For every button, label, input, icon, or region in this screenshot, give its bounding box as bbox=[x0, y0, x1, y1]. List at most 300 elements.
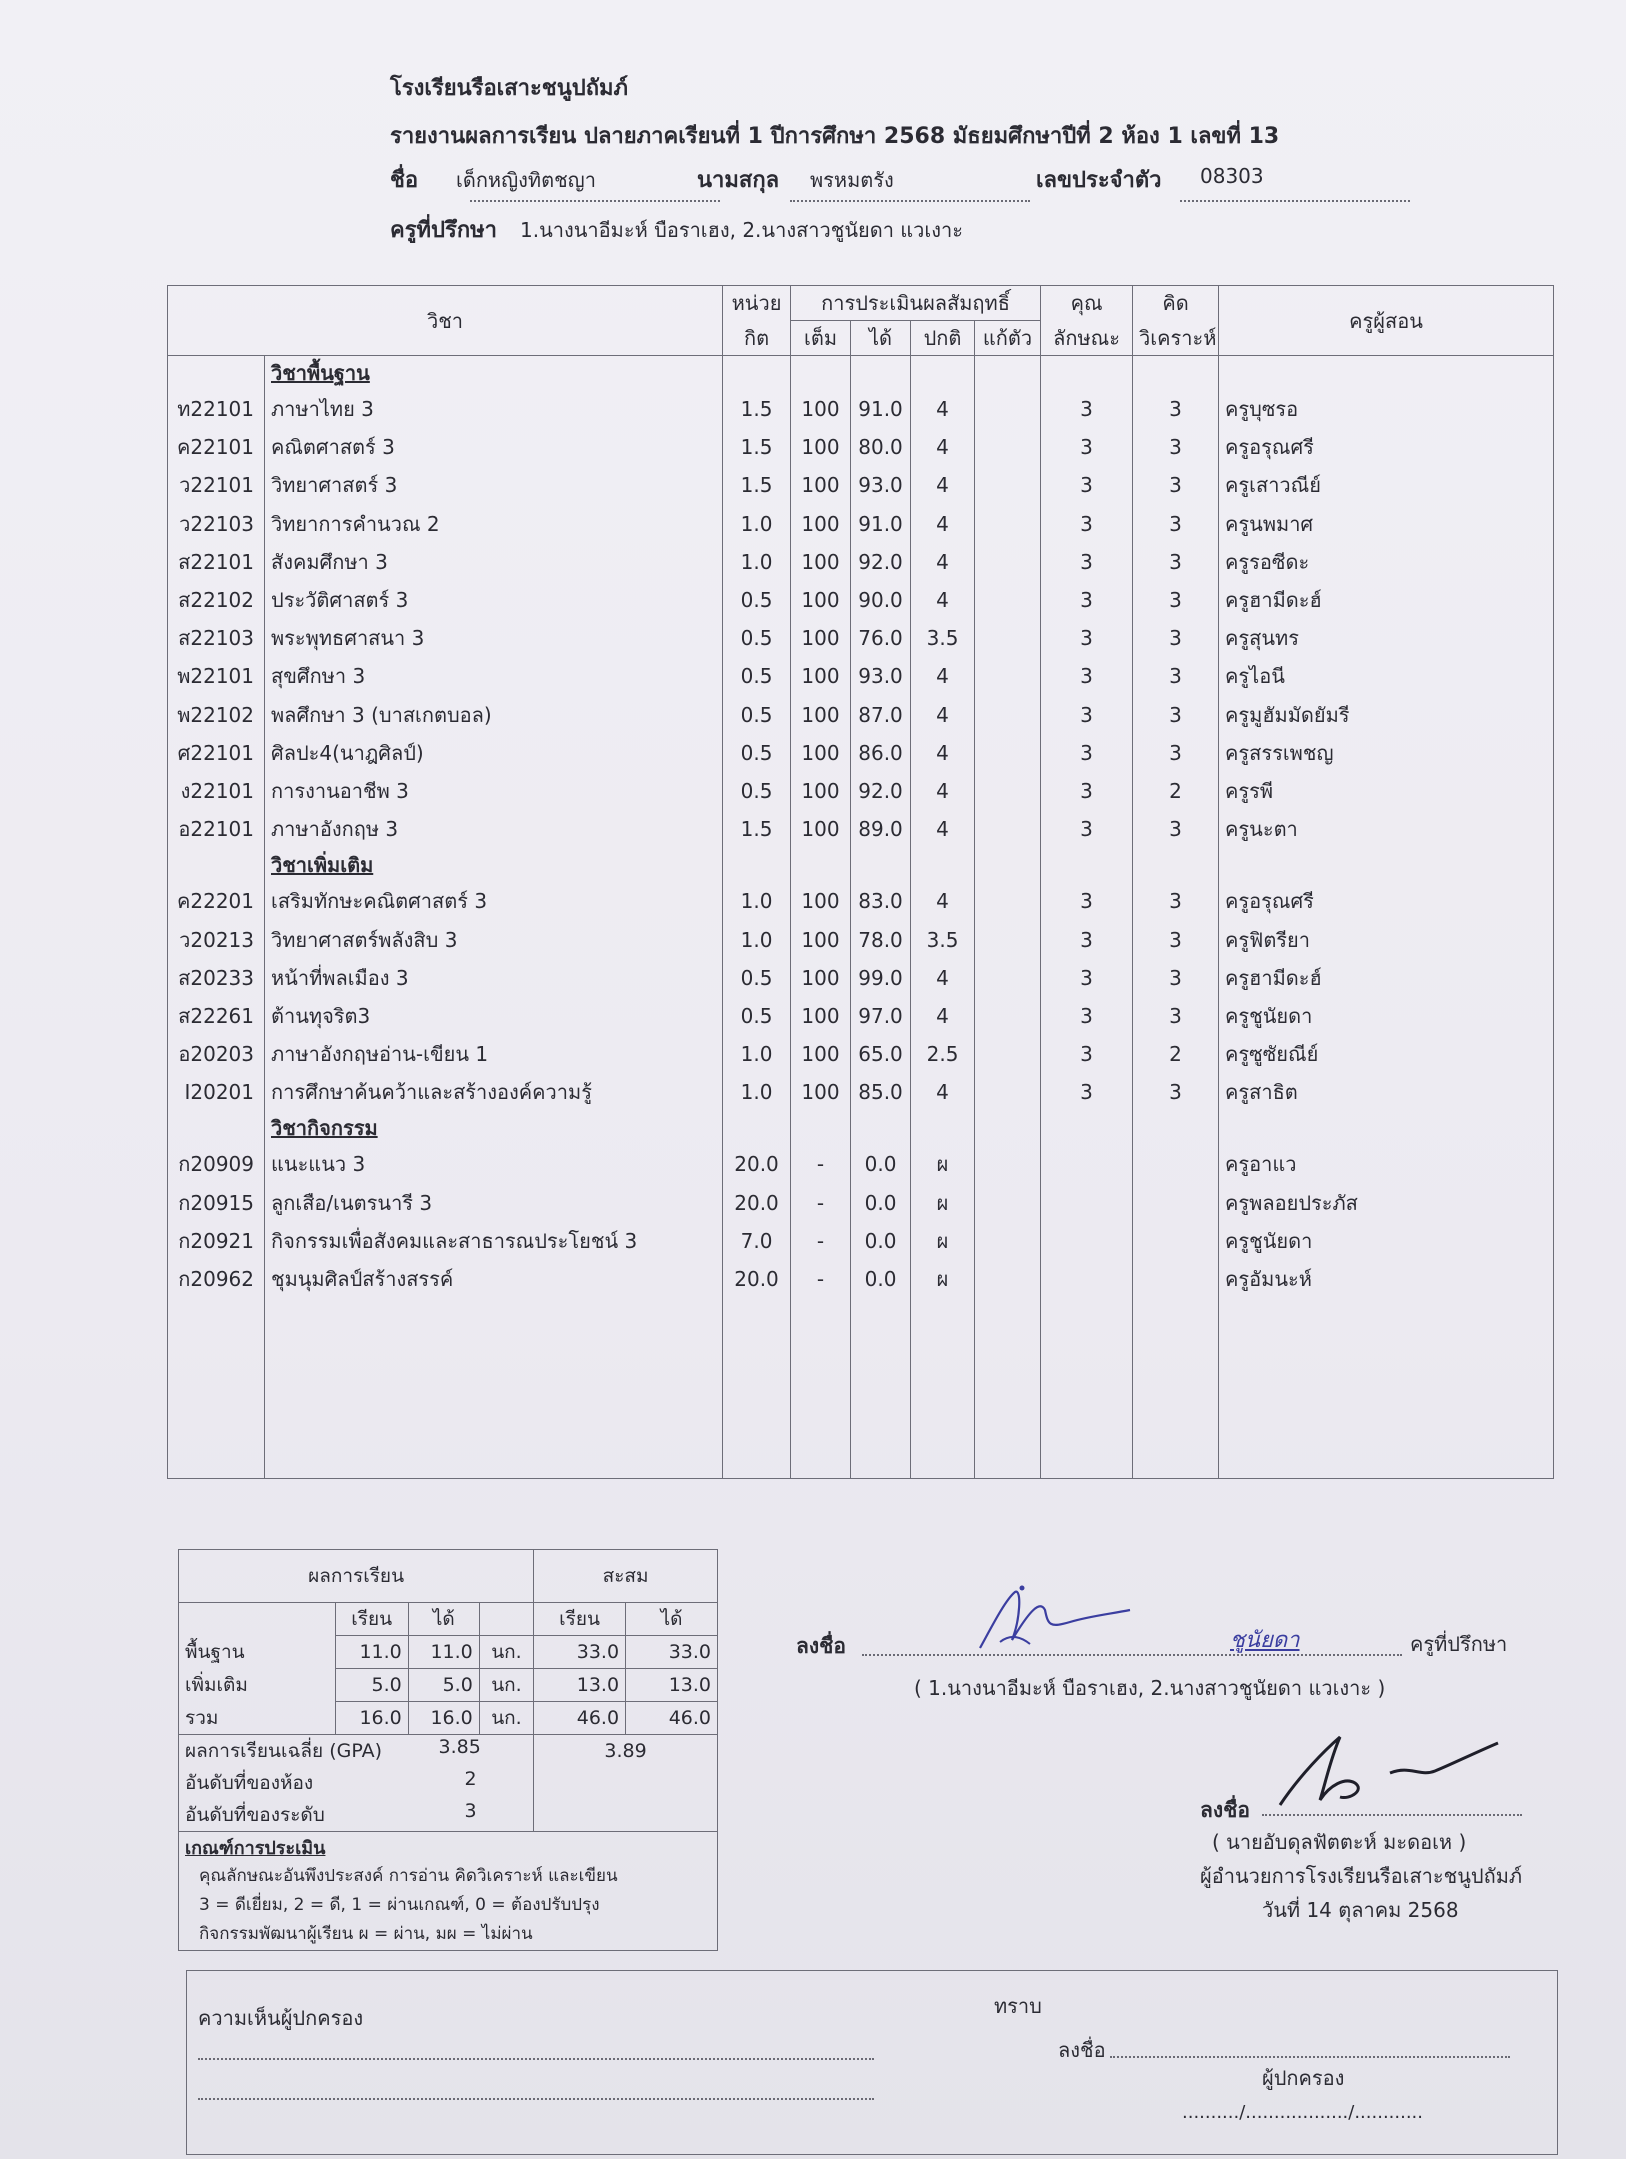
cell-name: แนะแนว 3 bbox=[265, 1145, 723, 1183]
cell-grade: 4 bbox=[911, 997, 975, 1035]
summary-cell-cum_study: 33.0 bbox=[534, 1636, 626, 1669]
cell-teacher: ครูนะตา bbox=[1219, 810, 1554, 848]
col-fix: แก้ตัว bbox=[975, 321, 1041, 356]
cell-fix bbox=[975, 1145, 1041, 1183]
director-signature bbox=[1270, 1725, 1510, 1820]
cell-teacher: ครูฟิตรียา bbox=[1219, 920, 1554, 958]
cell-full: 100 bbox=[791, 505, 851, 543]
cell-full: - bbox=[791, 1222, 851, 1260]
cell-name: วิทยาศาสตร์ 3 bbox=[265, 466, 723, 504]
parent-box bbox=[186, 1970, 1558, 2155]
gpa-label: ผลการเรียนเฉลี่ย (GPA) bbox=[185, 1740, 383, 1762]
cell-score: 92.0 bbox=[851, 543, 911, 581]
cell-name: พลศึกษา 3 (บาสเกตบอล) bbox=[265, 696, 723, 734]
name-value: เด็กหญิงทิตชญา bbox=[456, 168, 596, 192]
cell-score: 91.0 bbox=[851, 390, 911, 428]
cell-code: ส20233 bbox=[168, 959, 265, 997]
cell-full: - bbox=[791, 1260, 851, 1298]
cell-name: สังคมศึกษา 3 bbox=[265, 543, 723, 581]
subject-row bbox=[168, 997, 1554, 1035]
cell-grade: 4 bbox=[911, 581, 975, 619]
cell-code: ส22101 bbox=[168, 543, 265, 581]
cell-credit: 0.5 bbox=[723, 734, 791, 772]
cell-code: ท22101 bbox=[168, 390, 265, 428]
cell-name: ลูกเสือ/เนตรนารี 3 bbox=[265, 1184, 723, 1222]
cell-fix bbox=[975, 959, 1041, 997]
cell-grade: 4 bbox=[911, 466, 975, 504]
cell-code: ก20962 bbox=[168, 1260, 265, 1298]
summary-table bbox=[178, 1549, 718, 1951]
rank-level-value: 3 bbox=[464, 1800, 477, 1822]
cell-think: 3 bbox=[1133, 581, 1219, 619]
cell-teacher: ครูไอนี bbox=[1219, 657, 1554, 695]
cum-gpa-value: 3.89 bbox=[534, 1735, 718, 1768]
cell-teacher: ครูพลอยประภัส bbox=[1219, 1184, 1554, 1222]
section-row-activity bbox=[168, 1111, 1554, 1145]
cell-score: 76.0 bbox=[851, 619, 911, 657]
cell-fix bbox=[975, 1184, 1041, 1222]
summary-cell-study: 16.0 bbox=[335, 1702, 408, 1735]
cell-full: 100 bbox=[791, 696, 851, 734]
cell-score: 0.0 bbox=[851, 1145, 911, 1183]
cell-name: หน้าที่พลเมือง 3 bbox=[265, 959, 723, 997]
cell-credit: 1.0 bbox=[723, 1073, 791, 1111]
cell-think: 3 bbox=[1133, 619, 1219, 657]
id-value: 08303 bbox=[1200, 164, 1264, 188]
cell-fix bbox=[975, 543, 1041, 581]
cell-fix bbox=[975, 466, 1041, 504]
cell-think: 3 bbox=[1133, 1073, 1219, 1111]
subject-row bbox=[168, 882, 1554, 920]
cell-teacher: ครูซูซัยณีย์ bbox=[1219, 1035, 1554, 1073]
subject-row bbox=[168, 390, 1554, 428]
id-label: เลขประจำตัว bbox=[1036, 168, 1162, 193]
cell-grade: 3.5 bbox=[911, 920, 975, 958]
cell-grade: 4 bbox=[911, 543, 975, 581]
cell-code: ค22101 bbox=[168, 428, 265, 466]
criteria-line-3: กิจกรรมพัฒนาผู้เรียน ผ = ผ่าน, มผ = ไม่ผ่าน bbox=[199, 1924, 533, 1944]
parent-role: ผู้ปกครอง bbox=[1262, 2066, 1345, 2090]
cell-credit: 1.0 bbox=[723, 543, 791, 581]
cell-code: พ22101 bbox=[168, 657, 265, 695]
cell-name: การศึกษาค้นคว้าและสร้างองค์ความรู้ bbox=[265, 1073, 723, 1111]
cell-char: 3 bbox=[1041, 997, 1133, 1035]
rank-class-value: 2 bbox=[464, 1768, 477, 1790]
cell-score: 78.0 bbox=[851, 920, 911, 958]
summary-cell-got: 11.0 bbox=[408, 1636, 479, 1669]
cell-teacher: ครูนพมาศ bbox=[1219, 505, 1554, 543]
cell-credit: 1.5 bbox=[723, 466, 791, 504]
subject-row bbox=[168, 428, 1554, 466]
cell-teacher: ครูอรุณศรี bbox=[1219, 428, 1554, 466]
cell-fix bbox=[975, 734, 1041, 772]
cell-think: 3 bbox=[1133, 657, 1219, 695]
cell-code: ก20909 bbox=[168, 1145, 265, 1183]
grades-table bbox=[167, 285, 1554, 1479]
cell-code: ว22101 bbox=[168, 466, 265, 504]
subject-row bbox=[168, 772, 1554, 810]
cell-full: 100 bbox=[791, 882, 851, 920]
cell-fix bbox=[975, 920, 1041, 958]
cell-full: 100 bbox=[791, 619, 851, 657]
summary-col-study: เรียน bbox=[335, 1603, 408, 1636]
subject-row bbox=[168, 657, 1554, 695]
cell-grade: 4 bbox=[911, 428, 975, 466]
cell-score: 99.0 bbox=[851, 959, 911, 997]
cell-grade: 2.5 bbox=[911, 1035, 975, 1073]
cell-score: 97.0 bbox=[851, 997, 911, 1035]
cell-grade: ผ bbox=[911, 1260, 975, 1298]
cell-score: 85.0 bbox=[851, 1073, 911, 1111]
cell-credit: 1.0 bbox=[723, 882, 791, 920]
cell-score: 0.0 bbox=[851, 1184, 911, 1222]
advisor-value: 1.นางนาอีมะห์ บือราเฮง, 2.นางสาวชูนัยดา แวเงาะ bbox=[520, 218, 963, 242]
cell-full: 100 bbox=[791, 772, 851, 810]
cell-char bbox=[1041, 1145, 1133, 1183]
summary-col-got: ได้ bbox=[408, 1603, 479, 1636]
id-dotline bbox=[1180, 200, 1410, 202]
cell-grade: 4 bbox=[911, 882, 975, 920]
cell-teacher: ครูสุนทร bbox=[1219, 619, 1554, 657]
cell-name: กิจกรรมเพื่อสังคมและสาธารณประโยชน์ 3 bbox=[265, 1222, 723, 1260]
cell-code: ส22102 bbox=[168, 581, 265, 619]
cell-grade: ผ bbox=[911, 1222, 975, 1260]
summary-cell-label: รวม bbox=[179, 1702, 336, 1735]
cell-think: 2 bbox=[1133, 772, 1219, 810]
rank-class-label: อันดับที่ของห้อง bbox=[185, 1772, 314, 1794]
cell-credit: 0.5 bbox=[723, 581, 791, 619]
cell-think: 3 bbox=[1133, 390, 1219, 428]
cell-teacher: ครูฮามีดะฮ์ bbox=[1219, 581, 1554, 619]
cell-credit: 0.5 bbox=[723, 997, 791, 1035]
summary-col-cum-study: เรียน bbox=[534, 1603, 626, 1636]
cell-name: ศิลปะ4(นาฎศิลป์) bbox=[265, 734, 723, 772]
cell-teacher: ครูสรรเพชญ bbox=[1219, 734, 1554, 772]
cell-char bbox=[1041, 1260, 1133, 1298]
cell-char: 3 bbox=[1041, 734, 1133, 772]
director-role: ผู้อำนวยการโรงเรียนรือเสาะชนูปถัมภ์ bbox=[1200, 1864, 1523, 1888]
summary-cell-label: พื้นฐาน bbox=[179, 1636, 336, 1669]
cell-think: 3 bbox=[1133, 543, 1219, 581]
subject-row bbox=[168, 1260, 1554, 1298]
rank-level-row bbox=[179, 1799, 534, 1832]
subject-row bbox=[168, 810, 1554, 848]
cell-score: 87.0 bbox=[851, 696, 911, 734]
cell-name: ชุมนุมศิลป์สร้างสรรค์ bbox=[265, 1260, 723, 1298]
section-title-extra: วิชาเพิ่มเติม bbox=[271, 853, 374, 878]
cell-score: 65.0 bbox=[851, 1035, 911, 1073]
cell-think: 3 bbox=[1133, 810, 1219, 848]
cell-name: ภาษาอังกฤษ 3 bbox=[265, 810, 723, 848]
section-row-extra bbox=[168, 848, 1554, 882]
cell-think bbox=[1133, 1222, 1219, 1260]
subject-row bbox=[168, 619, 1554, 657]
criteria-line-1: คุณลักษณะอันพึงประสงค์ การอ่าน คิดวิเคราะห์ และเขียน bbox=[199, 1866, 618, 1886]
cell-char: 3 bbox=[1041, 581, 1133, 619]
advisor-sign-label: ลงชื่อ bbox=[796, 1634, 846, 1658]
col-credit-bottom: กิต bbox=[723, 321, 791, 356]
cell-name: ต้านทุจริต3 bbox=[265, 997, 723, 1035]
advisor-names: ( 1.นางนาอีมะห์ บือราเฮง, 2.นางสาวชูนัยดา แวเงาะ ) bbox=[914, 1676, 1386, 1700]
cell-think: 3 bbox=[1133, 882, 1219, 920]
cell-score: 92.0 bbox=[851, 772, 911, 810]
advisor-role: ครูที่ปรึกษา bbox=[1410, 1632, 1508, 1656]
gpa-row bbox=[179, 1735, 534, 1768]
cell-char: 3 bbox=[1041, 505, 1133, 543]
cell-credit: 20.0 bbox=[723, 1145, 791, 1183]
cell-credit: 7.0 bbox=[723, 1222, 791, 1260]
cell-fix bbox=[975, 619, 1041, 657]
section-title-activity: วิชากิจกรรม bbox=[271, 1116, 378, 1141]
col-got: ได้ bbox=[851, 321, 911, 356]
subject-row bbox=[168, 920, 1554, 958]
summary-row bbox=[179, 1702, 718, 1735]
cell-grade: 4 bbox=[911, 734, 975, 772]
cell-full: - bbox=[791, 1145, 851, 1183]
cell-grade: 4 bbox=[911, 959, 975, 997]
cell-credit: 1.5 bbox=[723, 390, 791, 428]
cell-code: พ22102 bbox=[168, 696, 265, 734]
cell-think: 3 bbox=[1133, 734, 1219, 772]
criteria-title: เกณฑ์การประเมิน bbox=[185, 1838, 326, 1859]
cell-think: 3 bbox=[1133, 428, 1219, 466]
cell-credit: 0.5 bbox=[723, 619, 791, 657]
col-normal: ปกติ bbox=[911, 321, 975, 356]
parent-opinion-line-1[interactable] bbox=[198, 2058, 874, 2060]
cell-fix bbox=[975, 1222, 1041, 1260]
name-dotline bbox=[470, 200, 720, 202]
cell-teacher: ครูมูฮัมมัดยัมรี bbox=[1219, 696, 1554, 734]
cell-score: 93.0 bbox=[851, 466, 911, 504]
subject-row bbox=[168, 1145, 1554, 1183]
cell-code: ศ22101 bbox=[168, 734, 265, 772]
summary-cell-label: เพิ่มเติม bbox=[179, 1669, 336, 1702]
subject-row bbox=[168, 581, 1554, 619]
cell-char: 3 bbox=[1041, 619, 1133, 657]
parent-sign-line[interactable] bbox=[1110, 2056, 1510, 2058]
parent-sign-label: ลงชื่อ bbox=[1058, 2038, 1106, 2062]
cell-grade: 4 bbox=[911, 390, 975, 428]
cell-score: 91.0 bbox=[851, 505, 911, 543]
cell-full: 100 bbox=[791, 466, 851, 504]
summary-row bbox=[179, 1636, 718, 1669]
cell-char: 3 bbox=[1041, 657, 1133, 695]
cell-code: ก20921 bbox=[168, 1222, 265, 1260]
subject-row bbox=[168, 959, 1554, 997]
grades-body bbox=[168, 356, 1554, 1479]
criteria-line-2: 3 = ดีเยี่ยม, 2 = ดี, 1 = ผ่านเกณฑ์, 0 = ต้องปรับปรุง bbox=[199, 1895, 600, 1915]
cell-credit: 1.0 bbox=[723, 505, 791, 543]
cell-teacher: ครูฮามีดะฮ์ bbox=[1219, 959, 1554, 997]
cell-code: ค22201 bbox=[168, 882, 265, 920]
cell-credit: 1.0 bbox=[723, 1035, 791, 1073]
cell-full: 100 bbox=[791, 810, 851, 848]
subject-row bbox=[168, 696, 1554, 734]
cell-char: 3 bbox=[1041, 543, 1133, 581]
cell-think: 3 bbox=[1133, 466, 1219, 504]
cell-char: 3 bbox=[1041, 810, 1133, 848]
cell-code: อ20203 bbox=[168, 1035, 265, 1073]
cell-char: 3 bbox=[1041, 920, 1133, 958]
cell-credit: 0.5 bbox=[723, 657, 791, 695]
cell-think: 3 bbox=[1133, 696, 1219, 734]
cell-fix bbox=[975, 810, 1041, 848]
report-date: วันที่ 14 ตุลาคม 2568 bbox=[1262, 1898, 1459, 1922]
cell-grade: 4 bbox=[911, 1073, 975, 1111]
cell-full: 100 bbox=[791, 1035, 851, 1073]
cell-teacher: ครูรอซีดะ bbox=[1219, 543, 1554, 581]
cell-teacher: ครูอรุณศรี bbox=[1219, 882, 1554, 920]
cell-name: พระพุทธศาสนา 3 bbox=[265, 619, 723, 657]
advisor-label: ครูที่ปรึกษา bbox=[390, 218, 497, 243]
cell-grade: ผ bbox=[911, 1184, 975, 1222]
cell-fix bbox=[975, 390, 1041, 428]
cell-credit: 1.5 bbox=[723, 810, 791, 848]
cell-full: 100 bbox=[791, 390, 851, 428]
section-title-basic: วิชาพื้นฐาน bbox=[271, 361, 370, 385]
cell-full: 100 bbox=[791, 997, 851, 1035]
cell-score: 86.0 bbox=[851, 734, 911, 772]
cell-fix bbox=[975, 1035, 1041, 1073]
cell-credit: 1.5 bbox=[723, 428, 791, 466]
summary-cell-cum_study: 13.0 bbox=[534, 1669, 626, 1702]
cell-name: วิทยาศาสตร์พลังสิบ 3 bbox=[265, 920, 723, 958]
cell-code: ก20915 bbox=[168, 1184, 265, 1222]
cell-full: 100 bbox=[791, 920, 851, 958]
parent-date-blank: ........../................../............ bbox=[1182, 2102, 1423, 2123]
cell-fix bbox=[975, 657, 1041, 695]
cell-fix bbox=[975, 696, 1041, 734]
cell-fix bbox=[975, 1260, 1041, 1298]
summary-col-cum-got: ได้ bbox=[626, 1603, 718, 1636]
cell-full: 100 bbox=[791, 428, 851, 466]
cell-credit: 1.0 bbox=[723, 920, 791, 958]
cell-grade: 4 bbox=[911, 505, 975, 543]
summary-cell-study: 11.0 bbox=[335, 1636, 408, 1669]
surname-dotline bbox=[790, 200, 1030, 202]
rank-level-label: อันดับที่ของระดับ bbox=[185, 1804, 325, 1826]
cell-think: 3 bbox=[1133, 997, 1219, 1035]
cell-char: 3 bbox=[1041, 1073, 1133, 1111]
criteria-box bbox=[179, 1832, 718, 1951]
section-row-basic bbox=[168, 356, 1554, 391]
cell-score: 83.0 bbox=[851, 882, 911, 920]
col-think-bottom: วิเคราะห์ bbox=[1133, 321, 1219, 356]
cell-grade: 4 bbox=[911, 657, 975, 695]
cell-think bbox=[1133, 1184, 1219, 1222]
cell-think bbox=[1133, 1260, 1219, 1298]
cell-name: ประวัติศาสตร์ 3 bbox=[265, 581, 723, 619]
director-sign-label: ลงชื่อ bbox=[1200, 1798, 1250, 1822]
cell-char: 3 bbox=[1041, 390, 1133, 428]
cell-teacher: ครูบุซรอ bbox=[1219, 390, 1554, 428]
summary-result-header: ผลการเรียน bbox=[179, 1550, 534, 1603]
cell-think: 3 bbox=[1133, 505, 1219, 543]
cell-char: 3 bbox=[1041, 1035, 1133, 1073]
cell-credit: 0.5 bbox=[723, 696, 791, 734]
summary-cell-cum_got: 33.0 bbox=[626, 1636, 718, 1669]
col-assess: การประเมินผลสัมฤทธิ์ bbox=[791, 286, 1041, 321]
cell-full: 100 bbox=[791, 543, 851, 581]
advisor-signature-2: ชูนัยดา bbox=[1230, 1628, 1300, 1653]
cell-code: I20201 bbox=[168, 1073, 265, 1111]
cell-fix bbox=[975, 882, 1041, 920]
cell-grade: 4 bbox=[911, 772, 975, 810]
cell-score: 80.0 bbox=[851, 428, 911, 466]
subject-row bbox=[168, 1073, 1554, 1111]
cell-full: 100 bbox=[791, 1073, 851, 1111]
cell-fix bbox=[975, 428, 1041, 466]
report-title: รายงานผลการเรียน ปลายภาคเรียนที่ 1 ปีการศึกษา 2568 มัธยมศึกษาปีที่ 2 ห้อง 1 เลขที่ 13 bbox=[390, 124, 1280, 149]
cell-name: ภาษาไทย 3 bbox=[265, 390, 723, 428]
col-char-top: คุณ bbox=[1041, 286, 1133, 321]
cell-code: อ22101 bbox=[168, 810, 265, 848]
col-char-bottom: ลักษณะ bbox=[1041, 321, 1133, 356]
col-teacher: ครูผู้สอน bbox=[1219, 286, 1554, 356]
summary-cell-got: 16.0 bbox=[408, 1702, 479, 1735]
summary-cell-unit: นก. bbox=[479, 1636, 533, 1669]
cell-name: ภาษาอังกฤษอ่าน-เขียน 1 bbox=[265, 1035, 723, 1073]
cell-grade: 4 bbox=[911, 696, 975, 734]
subject-row bbox=[168, 543, 1554, 581]
cell-char: 3 bbox=[1041, 428, 1133, 466]
cell-score: 0.0 bbox=[851, 1222, 911, 1260]
summary-cell-cum_got: 13.0 bbox=[626, 1669, 718, 1702]
cell-credit: 20.0 bbox=[723, 1260, 791, 1298]
cell-grade: 4 bbox=[911, 810, 975, 848]
cell-teacher: ครูเสาวณีย์ bbox=[1219, 466, 1554, 504]
surname-label: นามสกุล bbox=[697, 168, 780, 193]
cell-score: 89.0 bbox=[851, 810, 911, 848]
cell-code: ว20213 bbox=[168, 920, 265, 958]
cell-teacher: ครูอัมนะห์ bbox=[1219, 1260, 1554, 1298]
gpa-value: 3.85 bbox=[438, 1736, 481, 1758]
cell-full: 100 bbox=[791, 959, 851, 997]
cell-credit: 0.5 bbox=[723, 772, 791, 810]
cell-name: คณิตศาสตร์ 3 bbox=[265, 428, 723, 466]
cell-name: สุขศึกษา 3 bbox=[265, 657, 723, 695]
cell-score: 0.0 bbox=[851, 1260, 911, 1298]
summary-cell-got: 5.0 bbox=[408, 1669, 479, 1702]
table-blank-space bbox=[168, 1298, 1554, 1479]
cell-full: 100 bbox=[791, 657, 851, 695]
parent-opinion-label: ความเห็นผู้ปกครอง bbox=[198, 2006, 364, 2030]
parent-opinion-line-2[interactable] bbox=[198, 2098, 874, 2100]
parent-ack-label: ทราบ bbox=[994, 1994, 1042, 2018]
summary-cell-cum_study: 46.0 bbox=[534, 1702, 626, 1735]
cell-grade: 3.5 bbox=[911, 619, 975, 657]
cell-code: ส22261 bbox=[168, 997, 265, 1035]
rank-class-row bbox=[179, 1767, 534, 1799]
col-full: เต็ม bbox=[791, 321, 851, 356]
subject-row bbox=[168, 1222, 1554, 1260]
cell-name: เสริมทักษะคณิตศาสตร์ 3 bbox=[265, 882, 723, 920]
cell-name: วิทยาการคำนวณ 2 bbox=[265, 505, 723, 543]
cell-code: ส22103 bbox=[168, 619, 265, 657]
cell-credit: 20.0 bbox=[723, 1184, 791, 1222]
cell-char: 3 bbox=[1041, 772, 1133, 810]
subject-row bbox=[168, 1035, 1554, 1073]
cell-full: 100 bbox=[791, 734, 851, 772]
cell-score: 93.0 bbox=[851, 657, 911, 695]
subject-row bbox=[168, 734, 1554, 772]
surname-value: พรหมตรัง bbox=[810, 168, 894, 192]
cell-char: 3 bbox=[1041, 882, 1133, 920]
cell-score: 90.0 bbox=[851, 581, 911, 619]
cell-fix bbox=[975, 505, 1041, 543]
subject-row bbox=[168, 1184, 1554, 1222]
subject-row bbox=[168, 505, 1554, 543]
